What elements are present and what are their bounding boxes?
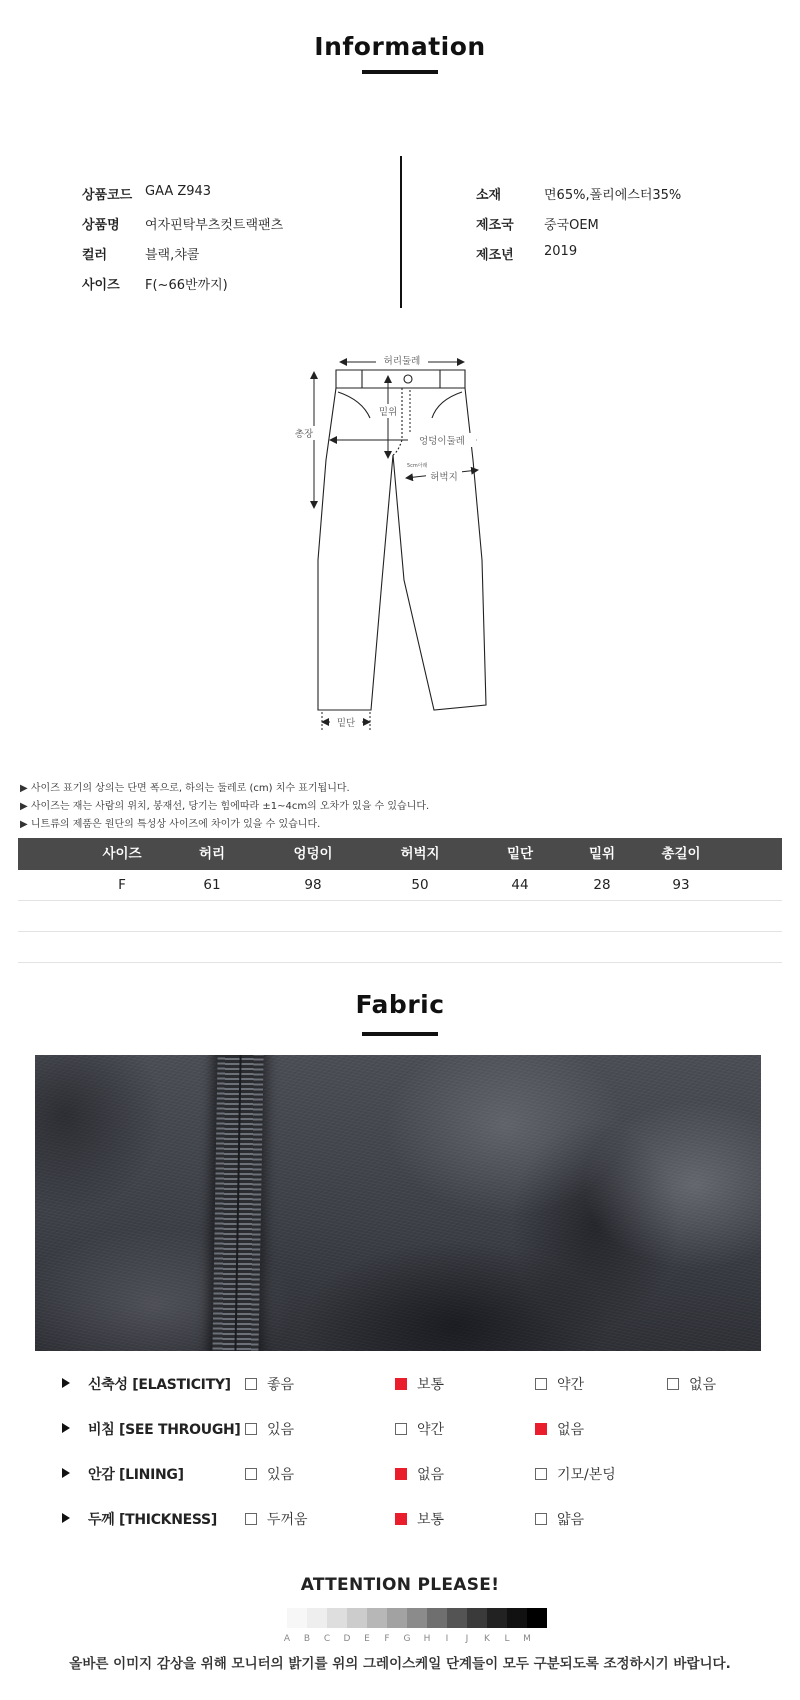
rise-label: 밑위 [378, 407, 398, 418]
monitor-brightness-note: 올바른 이미지 감상을 위해 모니터의 밝기를 위의 그레이스케일 단계들이 모두 구분되도록 조정하시기 바랍니다. [69, 1656, 731, 1672]
header-cell: 밑단 [506, 846, 534, 862]
triangle-bullet-icon [62, 1513, 70, 1523]
header-cell: 사이즈 [102, 846, 142, 862]
grayscale-letter: M [523, 1634, 531, 1644]
checkbox-icon [535, 1468, 547, 1480]
grayscale-letter: I [445, 1634, 449, 1644]
grayscale-swatch [467, 1608, 487, 1628]
checkbox-icon [245, 1468, 257, 1480]
info-label: 컬러 [82, 248, 108, 263]
grayscale-letter: E [364, 1634, 370, 1644]
grayscale-letter: H [423, 1634, 431, 1644]
checkbox-icon [535, 1513, 547, 1525]
grayscale-letter: A [283, 1634, 291, 1644]
rating-option[interactable]: 약간 [535, 1374, 584, 1394]
triangle-bullet-icon [62, 1468, 70, 1478]
grayscale-letter: L [504, 1634, 510, 1644]
grayscale-letters [277, 1634, 537, 1644]
rating-row-see-through [62, 1417, 762, 1441]
rating-label: 신축성 [ELASTICITY] [88, 1377, 231, 1393]
pants-outline [318, 370, 486, 710]
information-title-underline [362, 70, 438, 74]
grayscale-letter: F [384, 1634, 390, 1644]
rating-label: 안감 [LINING] [88, 1467, 184, 1483]
thigh-note-label: 5cm아래 [407, 463, 428, 469]
rating-option[interactable]: 없음 [395, 1464, 444, 1484]
grayscale-swatch [367, 1608, 387, 1628]
hem-label: 밑단 [336, 718, 356, 729]
grayscale-swatch [447, 1608, 467, 1628]
triangle-bullet-icon [62, 1423, 70, 1433]
grayscale-swatch [487, 1608, 507, 1628]
info-label: 사이즈 [82, 278, 120, 293]
rating-option[interactable]: 있음 [245, 1419, 294, 1439]
table-cell: 61 [203, 877, 221, 893]
fabric-title-underline [362, 1032, 438, 1036]
grayscale-swatch [307, 1608, 327, 1628]
length-label: 총장 [294, 429, 314, 440]
attention-title: ATTENTION PLEASE! [300, 1575, 500, 1595]
grayscale-letter: G [403, 1634, 411, 1644]
checkbox-icon [245, 1378, 257, 1390]
table-cell: 44 [511, 877, 529, 893]
fabric-closeup-photo [35, 1055, 761, 1351]
size-note: ▶ 니트류의 제품은 원단의 특성상 사이즈에 차이가 있을 수 있습니다. [20, 819, 321, 830]
info-value: 2019 [544, 244, 578, 259]
rating-option[interactable]: 없음 [667, 1374, 716, 1394]
checkbox-icon [667, 1378, 679, 1390]
checkbox-icon [395, 1423, 407, 1435]
table-cell: 93 [672, 877, 690, 893]
table-cell: 98 [304, 877, 322, 893]
grayscale-bar [287, 1608, 547, 1628]
rating-option[interactable]: 있음 [245, 1464, 294, 1484]
checkbox-checked-icon [395, 1378, 407, 1390]
grayscale-swatch [347, 1608, 367, 1628]
header-cell: 허벅지 [400, 846, 440, 862]
fabric-title: Fabric [355, 990, 445, 1019]
rating-option[interactable]: 얇음 [535, 1509, 584, 1529]
table-row [18, 870, 782, 901]
table-cell: 28 [593, 877, 611, 893]
checkbox-icon [245, 1513, 257, 1525]
header-cell: 허리 [198, 846, 226, 862]
table-cell: F [118, 877, 126, 893]
rating-option[interactable]: 약간 [395, 1419, 444, 1439]
header-cell: 엉덩이 [293, 846, 333, 862]
grayscale-letter: B [303, 1634, 311, 1644]
grayscale-letter: D [343, 1634, 351, 1644]
grayscale-swatch [527, 1608, 547, 1628]
grayscale-swatch [507, 1608, 527, 1628]
table-cell: 50 [411, 877, 429, 893]
checkbox-icon [245, 1423, 257, 1435]
checkbox-icon [535, 1378, 547, 1390]
size-note: ▶ 사이즈 표기의 상의는 단면 폭으로, 하의는 둘레로 (cm) 치수 표기됩니다. [20, 783, 350, 794]
hip-label: 엉덩이둘레 [419, 436, 465, 447]
header-cell: 밑위 [588, 846, 616, 862]
size-table-header [18, 838, 782, 870]
rating-option[interactable]: 보통 [395, 1374, 444, 1394]
rating-row-elasticity [62, 1372, 762, 1396]
grayscale-swatch [427, 1608, 447, 1628]
info-label: 제조년 [476, 248, 514, 263]
rating-row-thickness [62, 1507, 762, 1531]
info-label: 제조국 [476, 218, 514, 233]
checkbox-checked-icon [395, 1513, 407, 1525]
info-divider [400, 156, 402, 308]
size-note: ▶ 사이즈는 재는 사람의 위치, 봉재선, 당기는 힘에따라 ±1~4cm의 오차가 있을 수 있습니다. [20, 801, 430, 812]
info-value: 블랙,챠콜 [145, 248, 200, 263]
info-label: 상품명 [82, 218, 120, 233]
rating-option[interactable]: 좋음 [245, 1374, 294, 1394]
rating-label: 두께 [THICKNESS] [88, 1512, 217, 1528]
grayscale-swatch [287, 1608, 307, 1628]
triangle-bullet-icon [62, 1378, 70, 1388]
information-title: Information [314, 32, 486, 61]
rating-option[interactable]: 없음 [535, 1419, 584, 1439]
info-value: 중국OEM [544, 218, 599, 233]
grayscale-letter: C [323, 1634, 331, 1644]
rating-option[interactable]: 기모/본딩 [535, 1464, 616, 1484]
header-cell: 총길이 [661, 846, 701, 862]
grayscale-swatch [407, 1608, 427, 1628]
grayscale-letter: J [465, 1634, 469, 1644]
size-table [18, 838, 782, 963]
info-value: GAA Z943 [145, 184, 212, 199]
pants-measurement-diagram [270, 340, 510, 740]
waist-label: 허리둘레 [383, 356, 421, 367]
info-value: 면65%,폴리에스터35% [544, 188, 682, 203]
info-value: F(~66반까지) [145, 278, 228, 293]
grayscale-swatch [387, 1608, 407, 1628]
zipper-detail [212, 1055, 264, 1351]
checkbox-checked-icon [535, 1423, 547, 1435]
info-label: 상품코드 [82, 188, 133, 203]
rating-option[interactable]: 보통 [395, 1509, 444, 1529]
grayscale-letter: K [484, 1634, 490, 1644]
checkbox-checked-icon [395, 1468, 407, 1480]
table-row-empty [18, 901, 782, 932]
table-row-empty [18, 932, 782, 963]
thigh-label: 허벅지 [430, 472, 458, 483]
rating-label: 비침 [SEE THROUGH] [88, 1422, 241, 1438]
info-value: 여자핀탁부츠컷트랙팬츠 [145, 218, 284, 233]
grayscale-swatch [327, 1608, 347, 1628]
info-label: 소재 [476, 188, 502, 203]
rating-row-lining [62, 1462, 762, 1486]
rating-option[interactable]: 두꺼움 [245, 1509, 308, 1529]
